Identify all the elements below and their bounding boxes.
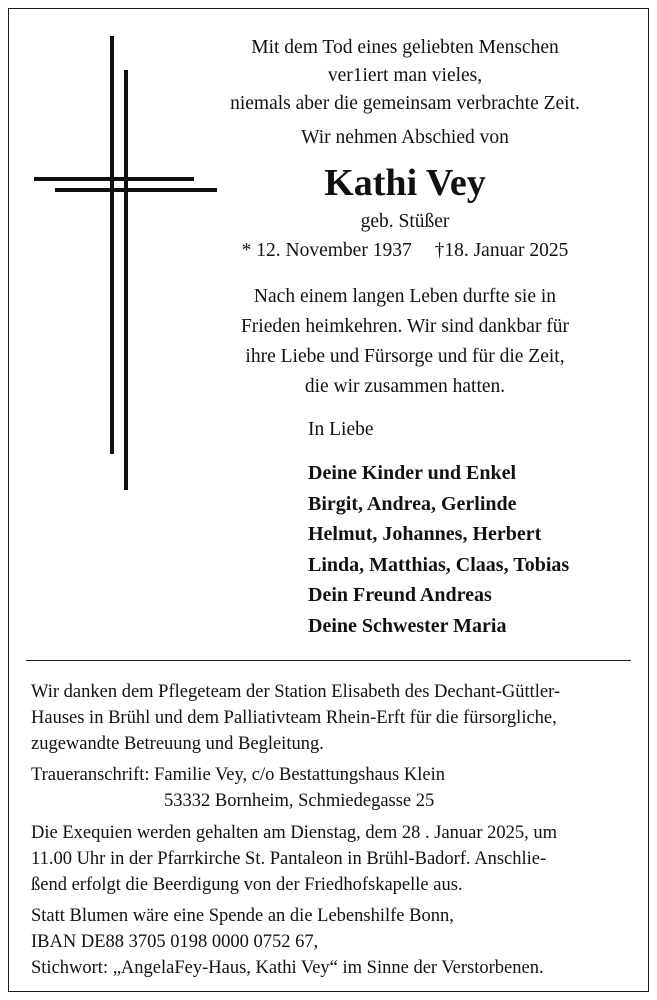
service-line: ßend erfolgt die Beerdigung von der Friedhofskapelle aus. (31, 875, 463, 895)
signatory-line: Dein Freund Andreas (308, 584, 492, 606)
death-date: †18. Januar 2025 (434, 240, 569, 261)
donation-line: Stichwort: „AngelaFey-Haus, Kathi Vey“ im Sinne der Verstorbenen. (31, 958, 544, 978)
signatory-line: Birgit, Andrea, Gerlinde (308, 492, 517, 515)
farewell-message (180, 282, 630, 402)
donation-paragraph (31, 903, 611, 981)
address-line: 53332 Bornheim, Schmiedegasse 25 (164, 791, 435, 811)
mourning-address (31, 762, 611, 814)
deceased-name: Kathi Vey (324, 162, 486, 204)
address-line: Traueranschrift: Familie Vey, c/o Bestattungshaus Klein (31, 765, 445, 785)
message-line: Frieden heimkehren. Wir sind dankbar für (240, 316, 570, 337)
thanks-line: Wir danken dem Pflegeteam der Station Elisabeth des Dechant-Güttler- (31, 682, 561, 702)
life-dates (180, 237, 630, 265)
thanks-line: zugewandte Betreuung und Begleitung. (31, 734, 324, 754)
donation-line: IBAN DE88 3705 0198 0000 0752 67, (31, 932, 319, 952)
service-line: 11.00 Uhr in der Pfarrkirche St. Pantaleon in Brühl-Badorf. Anschlie- (31, 849, 547, 869)
message-line: die wir zusammen hatten. (304, 376, 506, 397)
signatory-line: Linda, Matthias, Claas, Tobias (308, 553, 570, 576)
message-line: Nach einem langen Leben durfte sie in (253, 286, 557, 307)
section-divider (26, 660, 631, 661)
signatory-line: Helmut, Johannes, Herbert (308, 523, 542, 545)
farewell-intro: Wir nehmen Abschied von (301, 127, 509, 148)
verse-line: Mit dem Tod eines geliebten Menschen (251, 37, 559, 58)
birth-date: * 12. November 1937 (241, 240, 412, 261)
signatory-line: Deine Kinder und Enkel (308, 462, 517, 484)
birth-name: geb. Stüßer (360, 211, 450, 232)
service-line: Die Exequien werden gehalten am Dienstag, dem 28 . Januar 2025, um (31, 823, 558, 843)
message-line: ihre Liebe und Fürsorge und für die Zeit, (245, 346, 565, 367)
signatories (308, 458, 569, 641)
verse-line: niemals aber die gemeinsam verbrachte Zeit. (230, 93, 580, 114)
signatory-line: Deine Schwester Maria (308, 614, 507, 637)
thanks-line: Hauses in Brühl und dem Palliativteam Rhein-Erft für die fürsorgliche, (31, 708, 557, 728)
thanks-paragraph (31, 679, 611, 757)
memorial-verse (180, 34, 630, 118)
closing-phrase: In Liebe (308, 419, 374, 440)
verse-line: ver1iert man vieles, (327, 65, 483, 86)
donation-line: Statt Blumen wäre eine Spende an die Lebenshilfe Bonn, (31, 906, 454, 926)
service-paragraph (31, 820, 611, 898)
